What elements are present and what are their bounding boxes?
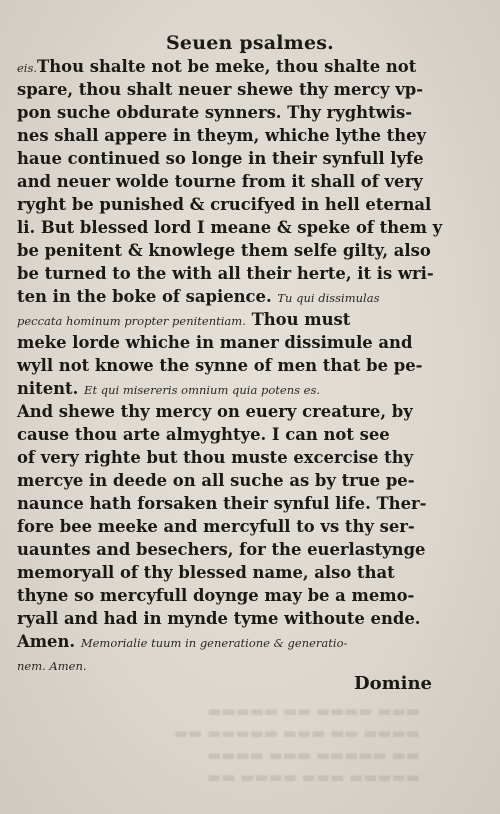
catchword: Domine [353, 673, 432, 694]
english-text: nitent. [17, 379, 85, 398]
english-text: uauntes and besechers, for the euerlastynge [17, 540, 426, 559]
english-text: be penitent & knowlege them selfe gilty, also [17, 241, 431, 260]
english-text: cause thou arte almyghtye. I can not see [17, 425, 390, 444]
text-line [17, 469, 457, 492]
english-text: And shewe thy mercy on euery creature, by [17, 402, 413, 421]
english-text: li. But blessed lord I meane & speke of them y [17, 218, 443, 237]
text-line [17, 423, 457, 446]
english-text: mercye in deede on all suche as by true pe- [17, 471, 415, 490]
text-line [17, 216, 457, 239]
text-line [17, 515, 457, 538]
text-line [17, 561, 457, 584]
latin-quotation: eis. [17, 61, 38, 75]
text-line [17, 147, 457, 170]
english-text: Amen. [17, 632, 81, 651]
english-text: and neuer wolde tourne from it shall of very [17, 172, 423, 191]
text-line [17, 262, 457, 285]
english-text: be turned to the with all their herte, it is wri- [17, 264, 434, 283]
english-text: meke lorde whiche in maner dissimule and [17, 333, 413, 352]
text-line [17, 170, 457, 193]
text-line [17, 55, 457, 78]
latin-quotation: peccata hominum propter penitentiam. [17, 314, 246, 328]
text-line [17, 446, 457, 469]
english-text: nes shall appere in theym, whiche lythe they [17, 126, 427, 145]
text-line [17, 78, 457, 101]
latin-quotation: nem. Amen. [17, 659, 87, 673]
text-line [17, 331, 457, 354]
english-text: ryght be punished & crucifyed in hell eternal [17, 195, 432, 214]
text-line [17, 101, 457, 124]
english-text: pon suche obdurate synners. Thy ryghtwis- [17, 103, 413, 122]
text-line [17, 584, 457, 607]
text-line [17, 193, 457, 216]
text-line [17, 285, 457, 308]
text-line [17, 354, 457, 377]
english-text: Thou shalte not be meke, thou shalte not [37, 57, 417, 76]
text-line [17, 400, 457, 423]
text-line [17, 630, 457, 653]
english-text: ryall and had in mynde tyme withoute ende. [17, 609, 421, 628]
english-text: haue continued so longe in their synfull lyfe [17, 149, 424, 168]
text-line [17, 607, 457, 630]
english-text: thyne so mercyfull doynge may be a memo- [17, 586, 415, 605]
running-title: Seuen psalmes. [166, 32, 334, 54]
english-text: memoryall of thy blessed name, also that [17, 563, 395, 582]
text-line [17, 377, 457, 400]
psalm-text-block [17, 55, 457, 676]
english-text: naunce hath forsaken their synful life. Ther- [17, 494, 427, 513]
latin-quotation: Et qui misereris omnium quia potens es. [84, 383, 321, 397]
text-line [17, 124, 457, 147]
bleed-through-shadow: ▬▬▬ ▬▬▬▬ ▬▬ ▬▬▬▬▬ ▬▬▬▬ ▬▬ ▬▬▬ ▬▬▬▬▬ ▬▬ ▬▬ ▬▬▬▬▬ ▬▬▬ ▬▬▬▬ ▬▬▬▬▬ ▬▬▬ ▬▬▬▬ ▬▬ [174, 702, 420, 786]
text-line [17, 492, 457, 515]
latin-quotation: Memorialie tuum in generatione & generatio- [80, 636, 348, 650]
latin-quotation: Tu qui dissimulas [277, 291, 380, 305]
english-text: spare, thou shalt neuer shewe thy mercy vp- [17, 80, 424, 99]
english-text: of very righte but thou muste excercise thy [17, 448, 414, 467]
english-text: Thou must [245, 310, 351, 329]
english-text: ten in the boke of sapience. [17, 287, 278, 306]
english-text: fore bee meeke and mercyfull to vs thy ser- [17, 517, 415, 536]
text-line [17, 538, 457, 561]
text-line [17, 239, 457, 262]
text-line [17, 308, 457, 331]
english-text: wyll not knowe the synne of men that be pe- [17, 356, 423, 375]
